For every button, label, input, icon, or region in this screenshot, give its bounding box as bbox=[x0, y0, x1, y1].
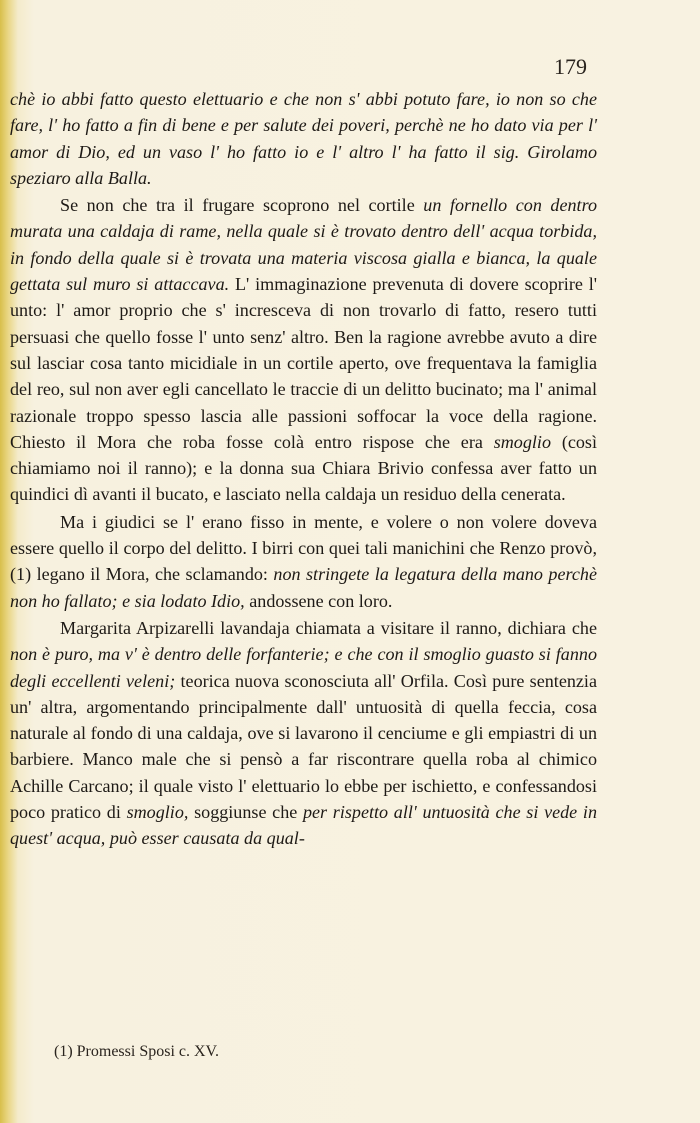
text-segment: teorica nuova sconosciuta all' Orfila. Così pure sentenzia un' altra, argomentando principalmente dall' untuosità di quella feccia, cosa naturale al fondo di una caldaja, ove si lavarono il cenciume e gli empiastri di un barbiere. Manco male che si pensò a far riscontrare quella roba al chimico Achille Carcano; il quale visto l' elettuario lo ebbe per ischietto, e confessandosi poco pratico di bbox=[10, 670, 597, 823]
italic-text: smoglio, bbox=[126, 802, 189, 823]
text-segment: L' immaginazione prevenuta di dovere scoprire l' unto: l' amor proprio che s' incresceva di non trovarlo di fatto, resero tutti persuasi che quello fosse l' unto senz' altro. Ben la ragione avrebbe avuto a dire sul lasciar cosa tanto micidiale in un cortile aperto, ove frequentava la famiglia del reo, sul non aver egli cancellato le traccie di un delitto bucinato; ma l' animal razionale troppo spesso lascia alle passioni soffocar la voce della ragione. Chiesto il Mora che roba fosse colà entro rispose che era bbox=[10, 274, 597, 452]
italic-text: per rispetto all' untuosità che si vede in quest' acqua, può esser causata da qual- bbox=[10, 802, 597, 849]
body-text bbox=[10, 86, 597, 852]
paragraph bbox=[10, 86, 597, 191]
italic-text: un fornello con dentro murata una caldaja di rame, nella quale si è trovato dentro dell' acqua torbida, in fondo della quale si è trovata una materia viscosa gialla e bianca, la quale gettata sul muro si attaccava. bbox=[10, 195, 597, 295]
italic-text: non è puro, ma v' è dentro delle forfanterie; e che con il smoglio guasto si fanno degli eccellenti veleni; bbox=[10, 644, 597, 691]
paragraph bbox=[10, 509, 597, 614]
italic-text: non stringete la legatura della mano perchè non ho fallato; e sia lodato Idio, bbox=[10, 564, 597, 611]
paragraph bbox=[10, 615, 597, 852]
page-number: 179 bbox=[554, 54, 587, 79]
text-segment: (così chiamiamo noi il ranno); e la donna sua Chiara Brivio confessa aver fatto un quindici dì avanti il bucato, e lasciato nella caldaja un residuo della cenerata. bbox=[10, 431, 597, 505]
footnote: (1) Promessi Sposi c. XV. bbox=[54, 1043, 220, 1060]
text-segment: Se non che tra il frugare scoprono nel cortile bbox=[60, 195, 424, 216]
text-segment: Ma i giudici se l' erano fisso in mente, e volere o non volere doveva essere quello il corpo del delitto. I birri con quei tali manichini che Renzo provò, (1) legano il Mora, che sclamando: bbox=[10, 511, 597, 585]
paragraph bbox=[10, 192, 597, 508]
text-segment: Margarita Arpizarelli lavandaja chiamata a visitare il ranno, dichiara che bbox=[60, 617, 597, 638]
text-segment: soggiunse che bbox=[188, 802, 303, 823]
italic-text: smoglio bbox=[493, 431, 551, 452]
text-segment: andossene con loro. bbox=[244, 590, 393, 611]
italic-text: chè io abbi fatto questo elettuario e che non s' abbi potuto fare, io non so che fare, l' ho fatto a fin di bene e per salute dei poveri, perchè ne ho dato via per l' amor di Dio, ed un vaso l' ho fatto io e l' altro l' ha fatto il sig. Girolamo speziaro alla Balla. bbox=[10, 89, 597, 188]
